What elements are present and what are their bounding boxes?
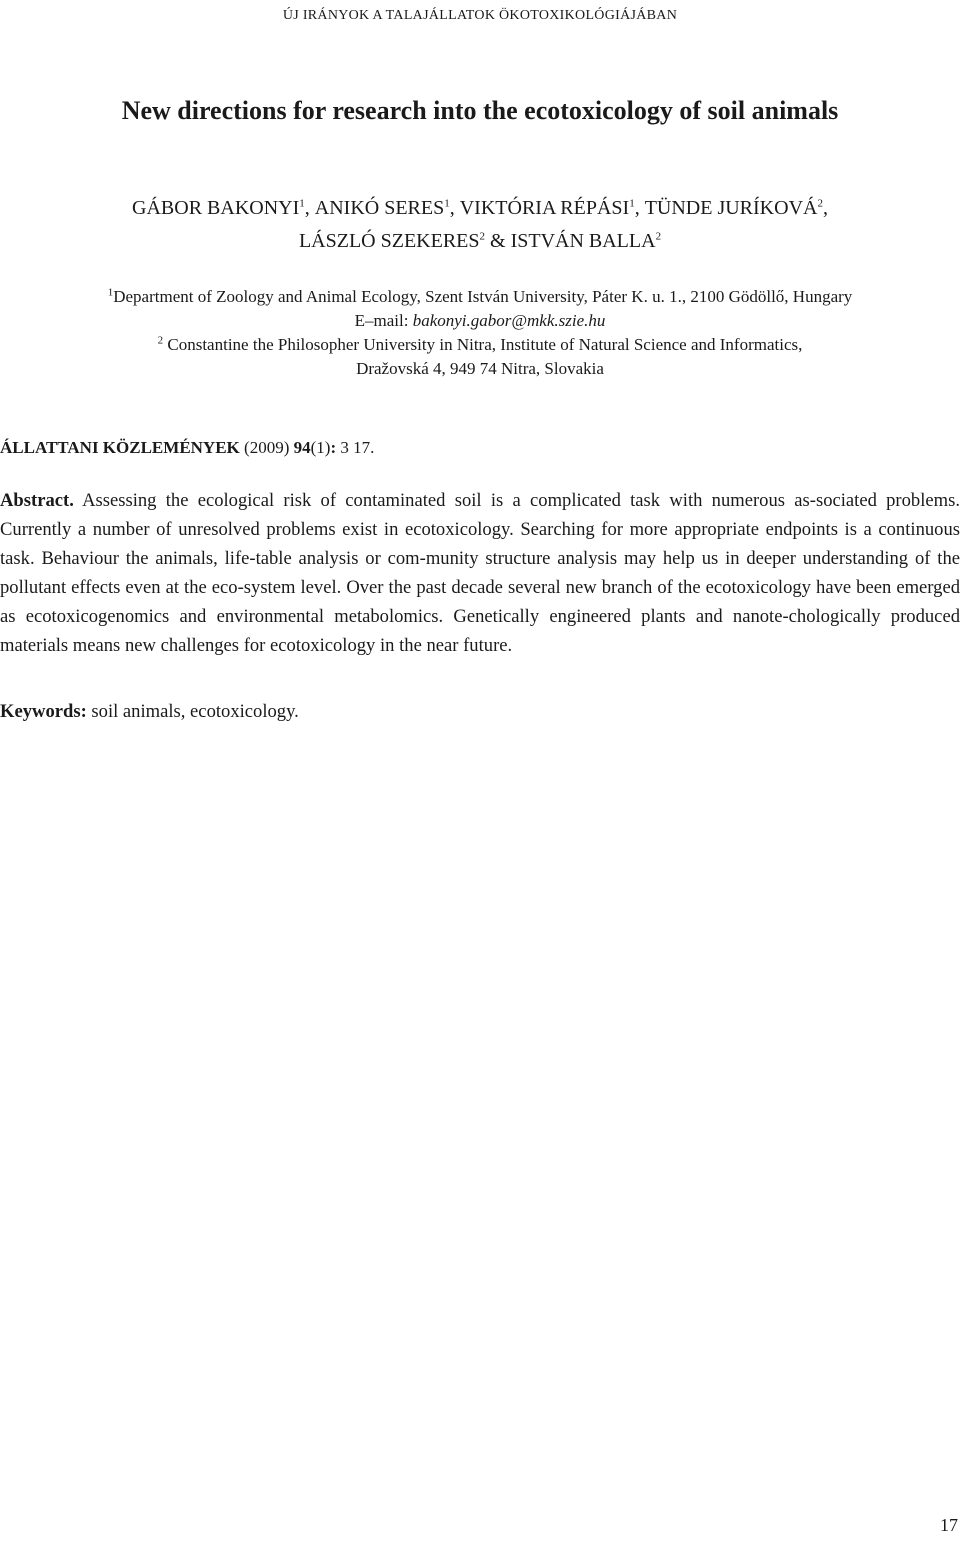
author-affiliation-mark: 1 bbox=[444, 197, 450, 210]
author-line-2 bbox=[0, 225, 960, 258]
author-name: TÜNDE JURÍKOVÁ bbox=[644, 197, 818, 219]
author-separator: , bbox=[449, 197, 460, 219]
author-affiliation-mark: 2 bbox=[479, 230, 485, 243]
affiliation-1 bbox=[0, 285, 960, 309]
author-separator: & bbox=[485, 230, 511, 252]
keywords-label: Keywords: bbox=[0, 701, 87, 722]
author-affiliation-mark: 2 bbox=[817, 197, 823, 210]
author-line-1 bbox=[0, 192, 960, 225]
abstract-label: Abstract. bbox=[0, 490, 74, 511]
citation-year: (2009) bbox=[239, 438, 294, 457]
author-separator: , bbox=[822, 197, 828, 219]
citation-pages: 3 17. bbox=[340, 438, 375, 457]
affiliations bbox=[0, 285, 960, 381]
author-name: VIKTÓRIA RÉPÁSI bbox=[459, 197, 630, 219]
citation-pages-prefix: : bbox=[330, 438, 341, 457]
affiliation-text: Department of Zoology and Animal Ecology, Szent István University, Páter K. u. 1., 2100 Gödöllő, Hungary bbox=[113, 287, 853, 306]
keywords bbox=[0, 697, 299, 726]
author-separator: , bbox=[304, 197, 315, 219]
author-affiliation-mark: 2 bbox=[655, 230, 662, 243]
author-list bbox=[0, 192, 960, 258]
keywords-text: soil animals, ecotoxicology. bbox=[86, 701, 299, 722]
paper-title: New directions for research into the ecotoxicology of soil animals bbox=[121, 96, 839, 125]
abstract-text: Assessing the ecological risk of contaminated soil is a complicated task with numerous as-sociated problems. Currently a number of unresolved problems exist in ecotoxicology. Searching for more appropriate endpoints is a continuous task. Behaviour the animals, life-table analysis or com-munity structure analysis may help us in deeper understanding of the pollutant effects even at the eco-system level. Over the past decade several new branch of the ecotoxicology have been emerged as ecotoxicogenomics and environmental metabolomics. Genetically engineered plants and nanote-chologically produced materials means new challenges for ecotoxicology in the near future. bbox=[0, 490, 960, 656]
author-name: ANIKÓ SERES bbox=[314, 197, 445, 219]
author-name: ISTVÁN BALLA bbox=[510, 230, 656, 252]
citation-volume: 94 bbox=[293, 438, 311, 457]
affiliation-number: 2 bbox=[157, 334, 164, 347]
running-head: ÚJ IRÁNYOK A TALAJÁLLATOK ÖKOTOXIKOLÓGIÁJÁBAN bbox=[282, 8, 678, 23]
journal-citation bbox=[0, 438, 374, 458]
affiliation-number: 1 bbox=[107, 286, 114, 299]
email-line bbox=[0, 309, 960, 333]
author-affiliation-mark: 1 bbox=[629, 197, 635, 210]
affiliation-2-address: Dražovská 4, 949 74 Nitra, Slovakia bbox=[356, 359, 604, 378]
author-separator: , bbox=[634, 197, 645, 219]
email-label: E–mail: bbox=[354, 311, 413, 330]
author-name: LÁSZLÓ SZEKERES bbox=[298, 230, 480, 252]
affiliation-2 bbox=[0, 333, 960, 357]
email-address: bakonyi.gabor@mkk.szie.hu bbox=[412, 311, 606, 330]
affiliation-text: Constantine the Philosopher University in Nitra, Institute of Natural Science and Informatics, bbox=[163, 335, 803, 354]
journal-name: ÁLLATTANI KÖZLEMÉNYEK bbox=[0, 438, 240, 457]
author-affiliation-mark: 1 bbox=[299, 197, 305, 210]
page-number: 17 bbox=[940, 1515, 958, 1535]
abstract bbox=[0, 486, 960, 660]
citation-issue: (1) bbox=[310, 438, 331, 457]
author-name: GÁBOR BAKONYI bbox=[132, 197, 300, 219]
